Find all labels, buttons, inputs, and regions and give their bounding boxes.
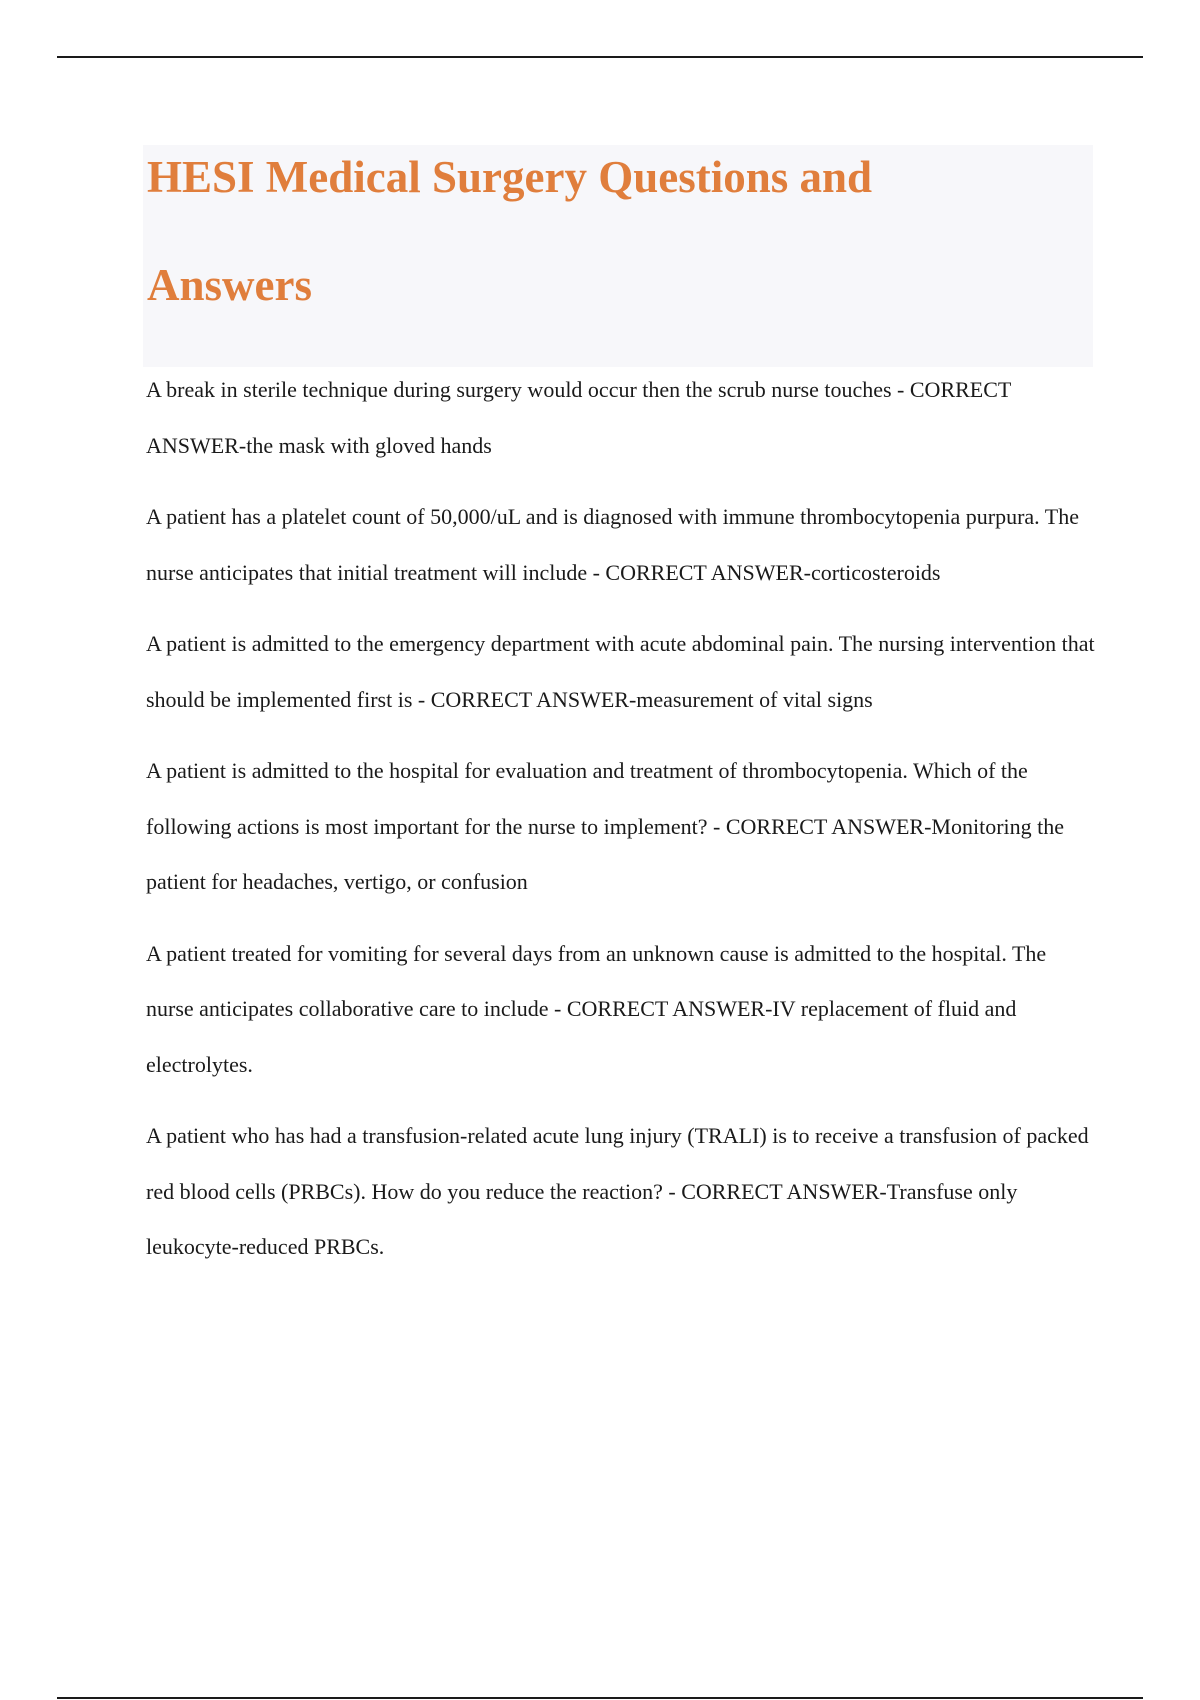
footer-rule <box>57 1697 1143 1699</box>
qa-item-3: A patient is admitted to the emergency department with acute abdominal pain. The nursing intervention that should be implemented first is - CORRECT ANSWER-measurement of vital signs <box>146 631 1095 712</box>
header-rule <box>57 56 1143 58</box>
qa-item-5: A patient treated for vomiting for several days from an unknown cause is admitted to the hospital. The nurse anticipates collaborative care to include - CORRECT ANSWER-IV replacement of fluid and electrolytes. <box>146 940 1047 1077</box>
title-block <box>143 145 1093 367</box>
qa-item-1: A break in sterile technique during surgery would occur then the scrub nurse touches - CORRECT ANSWER-the mask with gloved hands <box>146 377 1011 458</box>
document-title-line-1: HESI Medical Surgery Questions and <box>147 152 873 202</box>
document-title-line-2: Answers <box>147 260 312 310</box>
qa-item-6: A patient who has had a transfusion-related acute lung injury (TRALI) is to receive a transfusion of packed red blood cells (PRBCs). How do you reduce the reaction? - CORRECT ANSWER-Transfuse only leukocyte-reduced PRBCs. <box>146 1123 1089 1259</box>
qa-item-2: A patient has a platelet count of 50,000/uL and is diagnosed with immune thrombocytopenia purpura. The nurse anticipates that initial treatment will include - CORRECT ANSWER-corticosteroids <box>146 504 1079 585</box>
qa-item-4: A patient is admitted to the hospital for evaluation and treatment of thrombocytopenia. Which of the following actions is most important for the nurse to implement? - CORRECT ANSWER-Monitoring the patient for headaches, vertigo, or confusion <box>146 758 1065 894</box>
qa-list <box>146 362 1096 1291</box>
